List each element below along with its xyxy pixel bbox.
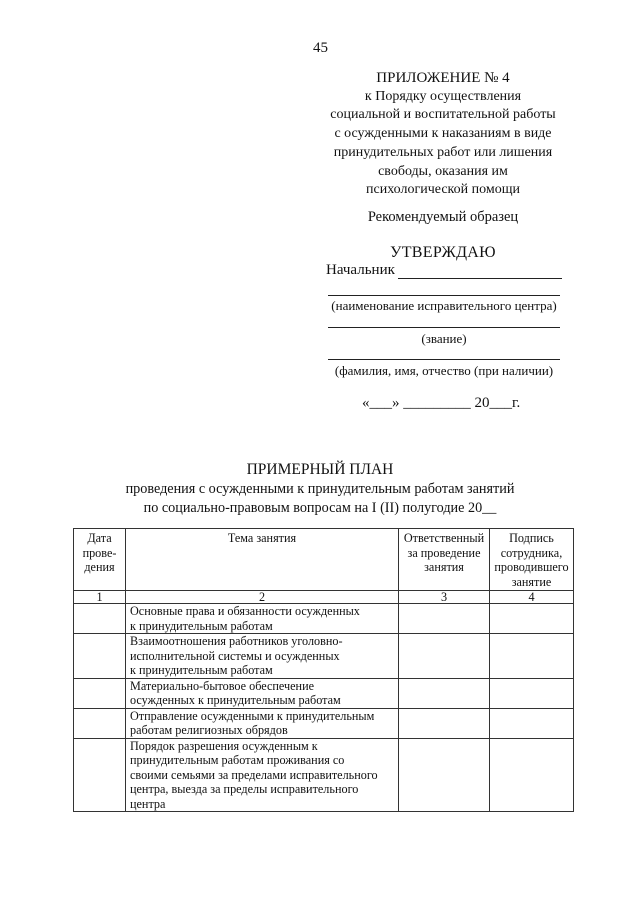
table-row — [74, 738, 574, 812]
header-responsible — [399, 529, 490, 591]
date-cell[interactable] — [74, 678, 126, 708]
table-row — [74, 678, 574, 708]
signature-cell[interactable] — [490, 738, 574, 812]
date-cell[interactable] — [74, 604, 126, 634]
appendix-line: к Порядку осуществления — [364, 88, 522, 104]
topic-line: центра, выезда за пределы исправительного — [130, 782, 359, 796]
header-text: сотрудника, — [500, 545, 563, 560]
header-signature — [490, 529, 574, 591]
table-row — [74, 604, 574, 634]
appendix-line: социальной и воспитательной работы — [330, 107, 556, 123]
column-number: 1 — [74, 591, 126, 604]
header-text: за проведение — [407, 545, 481, 560]
table-header-row — [74, 529, 574, 591]
header-topic — [126, 529, 399, 591]
topic-line: к принудительным работам — [130, 618, 273, 633]
responsible-cell[interactable] — [399, 634, 490, 679]
header-text: Тема занятия — [227, 531, 297, 545]
topic-line: своими семьями за пределами исправительного — [130, 767, 378, 782]
topic-cell — [126, 634, 399, 679]
appendix-line: психологической помощи — [366, 182, 520, 198]
column-number: 3 — [399, 591, 490, 604]
column-number-row — [74, 591, 574, 604]
topic-line: принудительным работам проживания со — [130, 753, 345, 767]
topic-line: Основные права и обязанности осужденных — [130, 604, 360, 618]
topic-cell — [126, 604, 399, 634]
responsible-cell[interactable] — [399, 708, 490, 738]
appendix-title: ПРИЛОЖЕНИЕ № 4 — [376, 70, 510, 86]
topic-line: исполнительной системы и осужденных — [130, 648, 340, 663]
column-number: 2 — [126, 591, 399, 604]
column-number: 4 — [490, 591, 574, 604]
signature-cell[interactable] — [490, 634, 574, 679]
topic-cell — [126, 738, 399, 812]
table-row — [74, 634, 574, 679]
chief-signature-line[interactable] — [398, 278, 562, 279]
header-text: Дата — [87, 531, 112, 545]
header-text: Ответственный — [403, 531, 485, 545]
date-cell[interactable] — [74, 738, 126, 812]
center-name-line[interactable] — [328, 295, 560, 296]
signature-cell[interactable] — [490, 604, 574, 634]
header-text: прове- — [82, 545, 117, 560]
responsible-cell[interactable] — [399, 604, 490, 634]
table-row — [74, 708, 574, 738]
rank-line[interactable] — [328, 327, 560, 328]
plan-subtitle-line: по социально-правовым вопросам на I (II) полугодие 20__ — [143, 500, 497, 516]
header-text: Подпись — [509, 531, 554, 545]
sample-label: Рекомендуемый образец — [367, 209, 519, 225]
date-cell[interactable] — [74, 634, 126, 679]
plan-table — [73, 528, 574, 812]
header-text: дения — [84, 560, 115, 574]
plan-subtitle-line: проведения с осужденными к принудительным работам занятий — [125, 481, 515, 497]
responsible-cell[interactable] — [399, 678, 490, 708]
page-number: 45 — [313, 40, 328, 56]
topic-cell — [126, 708, 399, 738]
signature-cell[interactable] — [490, 708, 574, 738]
approval-date[interactable]: «___» _________ 20___г. — [362, 395, 521, 411]
topic-line: к принудительным работам — [130, 663, 273, 677]
appendix-line: свободы, оказания им — [378, 163, 508, 179]
topic-line: работам религиозных обрядов — [130, 723, 288, 737]
topic-line: Отправление осужденными к принудительным — [130, 708, 375, 723]
full-name-caption: (фамилия, имя, отчество (при наличии) — [334, 363, 554, 378]
topic-line: осужденных к принудительным работам — [130, 693, 341, 707]
topic-line: Взаимоотношения работников уголовно- — [130, 634, 343, 648]
appendix-block — [298, 69, 588, 200]
center-name-caption: (наименование исправительного центра) — [331, 298, 557, 313]
header-text: занятия — [424, 560, 464, 574]
rank-caption: (звание) — [421, 331, 467, 346]
full-name-line[interactable] — [328, 359, 560, 360]
header-text: занятие — [511, 574, 552, 589]
plan-title: ПРИМЕРНЫЙ ПЛАН — [246, 461, 394, 478]
topic-cell — [126, 678, 399, 708]
topic-line: Порядок разрешения осужденным к — [130, 738, 318, 753]
header-text: проводившего — [494, 560, 569, 574]
topic-line: центра — [130, 796, 166, 811]
plan-subtitle — [80, 480, 560, 518]
approval-heading: УТВЕРЖДАЮ — [390, 244, 496, 261]
signature-cell[interactable] — [490, 678, 574, 708]
topic-line: Материально-бытовое обеспечение — [130, 678, 315, 693]
date-cell[interactable] — [74, 708, 126, 738]
appendix-line: с осужденными к наказаниям в виде — [334, 126, 552, 142]
chief-label: Начальник — [326, 262, 395, 278]
responsible-cell[interactable] — [399, 738, 490, 812]
header-date — [74, 529, 126, 591]
appendix-line: принудительных работ или лишения — [333, 144, 553, 160]
